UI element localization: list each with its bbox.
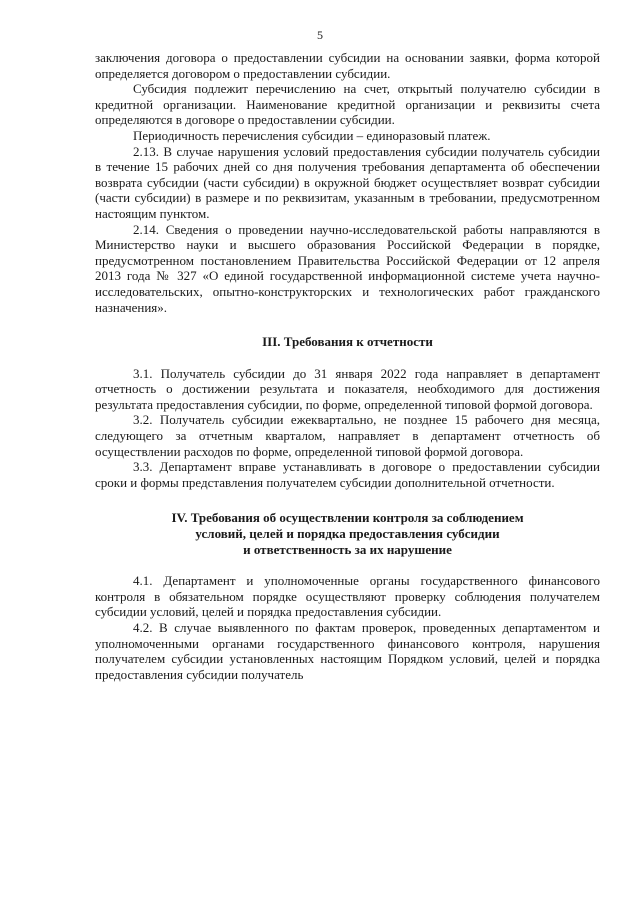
paragraph-2-13: 2.13. В случае нарушения условий предоставления субсидии получатель субсидии в течение 15 рабочих дней со дня получения требования департамента об обеспечении возврата субсидии (части субсидии) в окружной бюджет осуществляет возврат субсидии (части субсидии) в размере и по реквизитам, указанным в требовании, предусмотренном настоящим пунктом. <box>95 143 600 221</box>
paragraph: Субсидия подлежит перечислению на счет, открытый получателю субсидии в кредитной организации. Наименование кредитной организации и реквизиты счета определяются в договоре о предоставлении субсидии. <box>95 81 600 128</box>
paragraph-4-1: 4.1. Департамент и уполномоченные органы государственного финансового контроля в обязательном порядке осуществляют проверку соблюдения получателем субсидии условий, целей и порядка предоставления субсидии. <box>95 573 600 620</box>
section-4-heading-line: и ответственность за их нарушение <box>243 541 452 557</box>
paragraph: заключения договора о предоставлении субсидии на основании заявки, форма которой определяется договором о предоставлении субсидии. <box>95 50 600 81</box>
section-4-heading-line: IV. Требования об осуществлении контроля за соблюдением <box>171 510 524 526</box>
paragraph: Периодичность перечисления субсидии – единоразовый платеж. <box>133 127 491 143</box>
section-4-heading <box>95 510 600 557</box>
page-number: 5 <box>317 28 323 42</box>
paragraph-2-14: 2.14. Сведения о проведении научно-исследовательской работы направляются в Министерство науки и высшего образования Российской Федерации в порядке, предусмотренном постановлением Правительства Российской Федерации от 12 апреля 2013 года № 327 «О единой государственной информационной системе учета научно-исследовательских, опытно-конструкторских и технологических работ гражданского назначения». <box>95 221 600 315</box>
section-3-heading: III. Требования к отчетности <box>262 334 433 350</box>
paragraph-3-1: 3.1. Получатель субсидии до 31 января 2022 года направляет в департамент отчетность о достижении результата и показателя, необходимого для достижения результата предоставления субсидии, по форме, определенной типовой формой договора. <box>95 365 600 412</box>
document-body <box>95 50 600 682</box>
section-4-heading-line: условий, целей и порядка предоставления субсидии <box>195 526 500 542</box>
paragraph-4-2: 4.2. В случае выявленного по фактам проверок, проведенных департаментом и уполномоченными органами государственного финансового контроля, нарушения получателем субсидии установленных настоящим Порядком условий, целей и порядка предоставления субсидии получатель <box>95 620 600 682</box>
paragraph-3-2: 3.2. Получатель субсидии ежеквартально, не позднее 15 рабочего дня месяца, следующего за отчетным кварталом, направляет в департамент отчетность об осуществлении расходов по форме, определенной типовой формой договора. <box>95 412 600 459</box>
paragraph-3-3: 3.3. Департамент вправе устанавливать в договоре о предоставлении субсидии сроки и формы представления получателем субсидии дополнительной отчетности. <box>95 459 600 490</box>
